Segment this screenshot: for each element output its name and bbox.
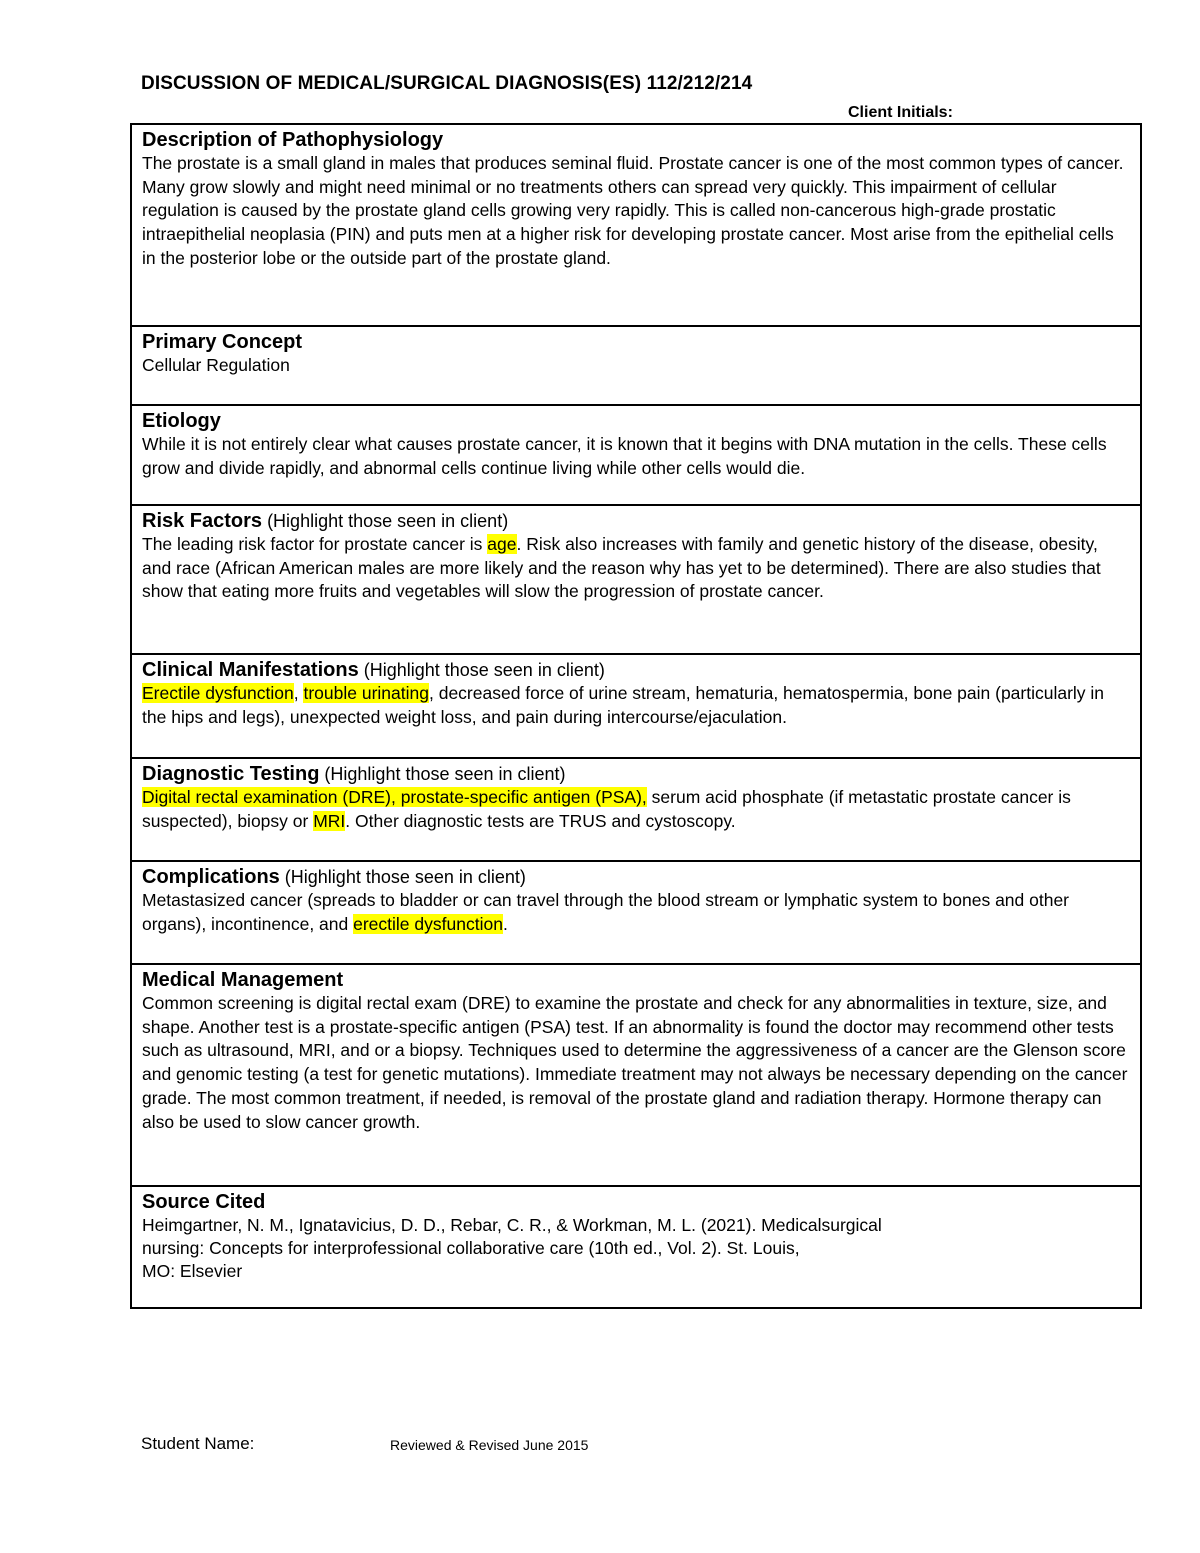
section-heading: Description of Pathophysiology: [142, 129, 444, 151]
heading-text: Complications: [142, 866, 280, 888]
section-heading: [142, 509, 1130, 533]
body-text: , decreased force of urine stream, hematuria, hematospermia, bone pain (particularly in the hips and legs), unexpected weight loss, and pain during intercourse/ejaculation.: [142, 683, 1105, 727]
body-text: ,: [293, 683, 304, 703]
diagnosis-form-table: [130, 123, 1142, 1309]
section-body: [142, 533, 1130, 604]
student-name-label: Student Name:: [141, 1434, 255, 1453]
section-heading: Source Cited: [142, 1191, 266, 1213]
citation-line: MO: Elsevier: [142, 1261, 243, 1281]
client-initials-label: Client Initials:: [848, 104, 953, 121]
section-etiology: [132, 404, 1140, 504]
heading-text: Risk Factors: [142, 510, 263, 532]
section-heading: [142, 865, 1130, 889]
highlight-hint: (Highlight those seen in client): [262, 511, 509, 531]
heading-text: Clinical Manifestations: [142, 659, 359, 681]
section-heading: [142, 762, 1130, 786]
body-text: serum acid phosphate (if metastatic prostate cancer is suspected), biopsy or: [142, 787, 1071, 831]
highlight-hint: (Highlight those seen in client): [319, 764, 566, 784]
highlighted-term: erectile dysfunction: [353, 913, 503, 934]
section-risk-factors: [132, 504, 1140, 653]
highlight-hint: (Highlight those seen in client): [358, 660, 605, 680]
section-body: [142, 682, 1130, 729]
highlighted-term: age: [487, 534, 517, 554]
section-body: [142, 786, 1130, 833]
section-heading: Primary Concept: [142, 331, 303, 353]
body-text: The leading risk factor for prostate cancer is: [142, 534, 488, 554]
heading-text: Diagnostic Testing: [142, 763, 320, 785]
section-body: Cellular Regulation: [142, 355, 290, 375]
section-heading: Medical Management: [142, 969, 344, 991]
citation-line: nursing: Concepts for interprofessional collaborative care (10th ed., Vol. 2). St. Louis,: [142, 1238, 800, 1258]
section-body: [142, 889, 1130, 936]
citation-line: Heimgartner, N. M., Ignatavicius, D. D., Rebar, C. R., & Workman, M. L. (2021). Medicalsurgical: [142, 1215, 882, 1235]
section-complications: [132, 860, 1140, 963]
body-text: . Other diagnostic tests are TRUS and cystoscopy.: [345, 810, 736, 831]
section-clinical-manifestations: [132, 653, 1140, 757]
body-text: .: [502, 913, 508, 934]
section-body: [142, 1214, 1130, 1283]
section-diagnostic-testing: [132, 757, 1140, 860]
highlighted-term: Digital rectal examination (DRE), prostate-specific antigen (PSA),: [142, 787, 647, 807]
highlighted-term: trouble urinating: [303, 683, 429, 703]
page-title: DISCUSSION OF MEDICAL/SURGICAL DIAGNOSIS(ES) 112/212/214: [141, 73, 753, 94]
revision-note: Reviewed & Revised June 2015: [390, 1437, 589, 1453]
section-primary-concept: [132, 325, 1140, 404]
section-body: While it is not entirely clear what causes prostate cancer, it is known that it begins with DNA mutation in the cells. These cells grow and divide rapidly, and abnormal cells continue living while other cells would die.: [142, 434, 1107, 478]
body-text: . Risk also increases with family and genetic history of the disease, obesity, and race (African American males are more likely and the reason why has yet to be determined). There are also studies that show that eating more fruits and vegetables will slow the progression of prostate cancer.: [142, 534, 1101, 602]
section-heading: Etiology: [142, 410, 221, 432]
section-heading: [142, 658, 1130, 682]
section-pathophysiology: [132, 125, 1140, 325]
section-medical-management: [132, 963, 1140, 1185]
section-source-cited: [132, 1185, 1140, 1307]
highlighted-term: MRI: [313, 810, 346, 831]
section-body: The prostate is a small gland in males that produces seminal fluid. Prostate cancer is one of the most common types of cancer. Many grow slowly and might need minimal or no treatments others can spread very quickly. This impairment of cellular regulation is caused by the prostate gland cells growing very rapidly. This is called non-cancerous high-grade prostatic intraepithelial neoplasia (PIN) and puts men at a higher risk for developing prostate cancer. Most arise from the epithelial cells in the posterior lobe or the outside part of the prostate gland.: [142, 153, 1124, 268]
highlight-hint: (Highlight those seen in client): [279, 867, 526, 887]
highlighted-term: Erectile dysfunction: [142, 683, 294, 703]
body-text: Metastasized cancer (spreads to bladder or can travel through the blood stream or lymphatic system to bones and other organs), incontinence, and: [142, 890, 1070, 934]
section-body: Common screening is digital rectal exam (DRE) to examine the prostate and check for any abnormalities in texture, size, and shape. Another test is a prostate-specific antigen (PSA) test. If an abnormality is found the doctor may recommend other tests such as ultrasound, MRI, and or a biopsy. Techniques used to determine the aggressiveness of a cancer are the Glenson score and genomic testing (a test for genetic mutations). Immediate treatment may not always be necessary depending on the cancer grade. The most common treatment, if needed, is removal of the prostate gland and radiation therapy. Hormone therapy can also be used to slow cancer growth.: [142, 993, 1128, 1132]
